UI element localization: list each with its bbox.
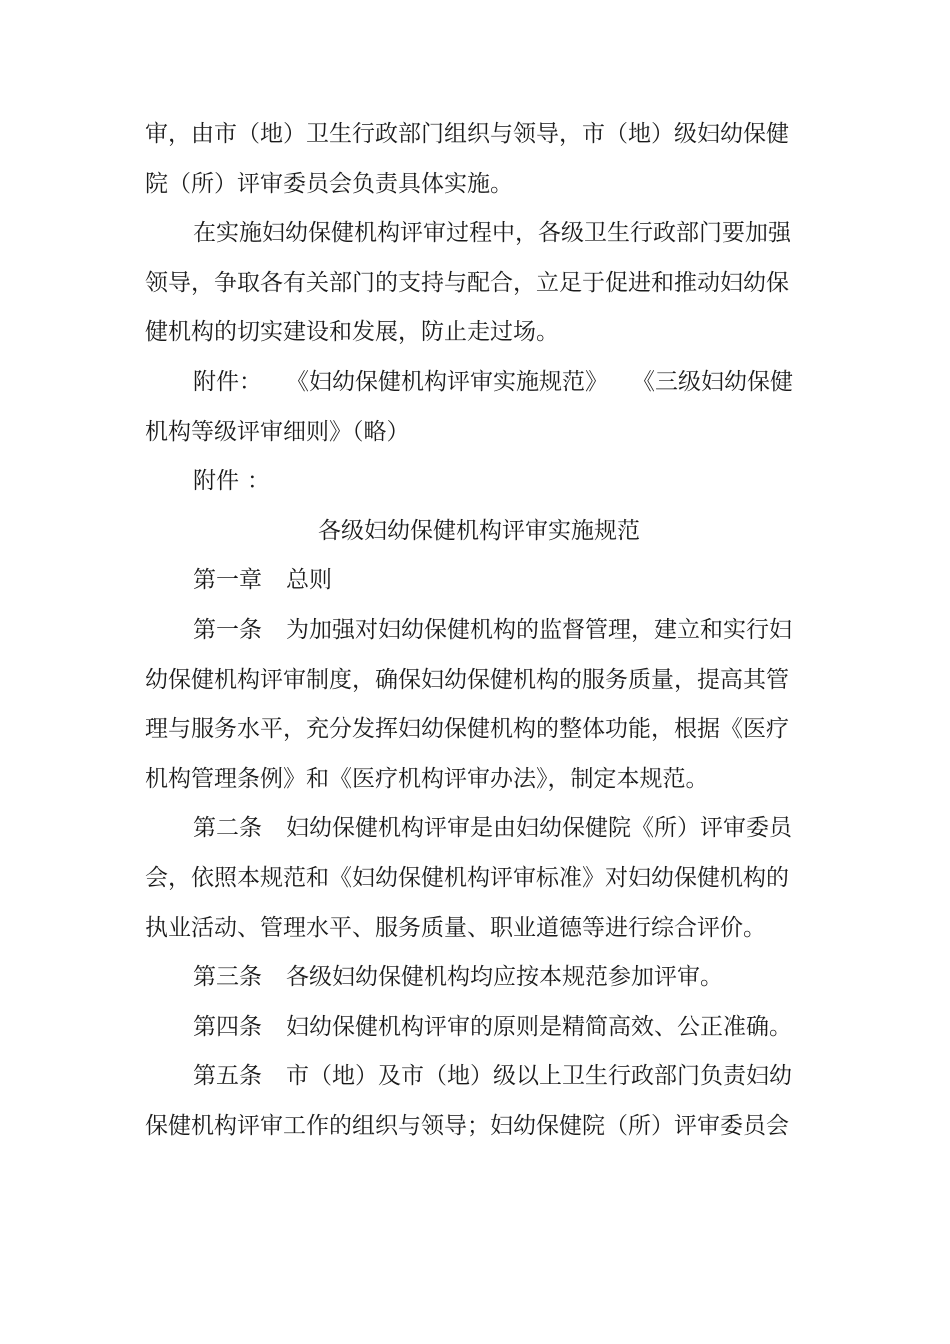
document-page [145,110,813,1151]
text-line [145,1003,813,1053]
text-line [145,1052,813,1102]
article-4 [145,1003,813,1053]
article-text: 市（地）及市（地）级以上卫生行政部门负责妇幼 [286,1063,792,1090]
paragraph-attachment-heading [145,457,813,507]
text-line: 机构等级评审细则》（略） [145,418,410,445]
attachment-label: 附件： [193,368,262,395]
article-text: 妇幼保健机构评审的原则是精简高效、公正准确。 [286,1013,792,1040]
article-number: 第五条 [193,1063,262,1090]
document-title: 各级妇幼保健机构评审实施规范 [318,517,640,544]
text-line: 执业活动、管理水平、服务质量、职业道德等进行综合评价。 [145,914,766,941]
text-line: 健机构的切实建设和发展，防止走过场。 [145,319,559,346]
article-5 [145,1052,813,1151]
article-2 [145,804,813,953]
text-line: 机构管理条例》和《医疗机构评审办法》，制定本规范。 [145,765,709,792]
text-line [145,457,813,507]
article-number: 第一条 [193,616,262,643]
article-text: 妇幼保健机构评审是由妇幼保健院《所）评审委员 [286,815,792,842]
article-1 [145,606,813,804]
paragraph-attachments [145,358,813,457]
text-line: 院（所）评审委员会负责具体实施。 [145,170,513,197]
chapter-name: 总则 [286,567,332,594]
text-line [145,953,813,1003]
article-number: 第三条 [193,964,262,991]
text-line: 领导，争取各有关部门的支持与配合，立足于促进和推动妇幼保 [145,269,789,296]
attachment-colon: ： [247,468,270,495]
article-number: 第四条 [193,1013,262,1040]
paragraph-continued [145,110,813,209]
article-number: 第二条 [193,815,262,842]
text-line [145,358,813,408]
text-line [145,804,813,854]
article-text: 各级妇幼保健机构均应按本规范参加评审。 [286,964,723,991]
attachment-ref-1: 《妇幼保健机构评审实施规范》 [286,368,608,395]
attachment-ref-2: 《三级妇幼保健 [632,368,793,395]
text-line [145,606,813,656]
article-3 [145,953,813,1003]
text-line: 在实施妇幼保健机构评审过程中，各级卫生行政部门要加强 [193,220,791,247]
chapter-number: 第一章 [193,567,262,594]
text-line: 幼保健机构评审制度，确保妇幼保健机构的服务质量，提高其管 [145,666,789,693]
text-line: 会，依照本规范和《妇幼保健机构评审标准》对妇幼保健机构的 [145,864,789,891]
text-line [145,556,813,606]
text-line: 理与服务水平，充分发挥妇幼保健机构的整体功能，根据《医疗 [145,716,789,743]
attachment-label: 附件 [193,468,239,495]
paragraph-implementation [145,209,813,358]
article-text: 为加强对妇幼保健机构的监督管理，建立和实行妇 [286,616,792,643]
text-line: 审，由市（地）卫生行政部门组织与领导，市（地）级妇幼保健 [145,121,789,147]
chapter-heading [145,556,813,606]
text-line: 保健机构评审工作的组织与领导；妇幼保健院（所）评审委员会 [145,1112,789,1139]
